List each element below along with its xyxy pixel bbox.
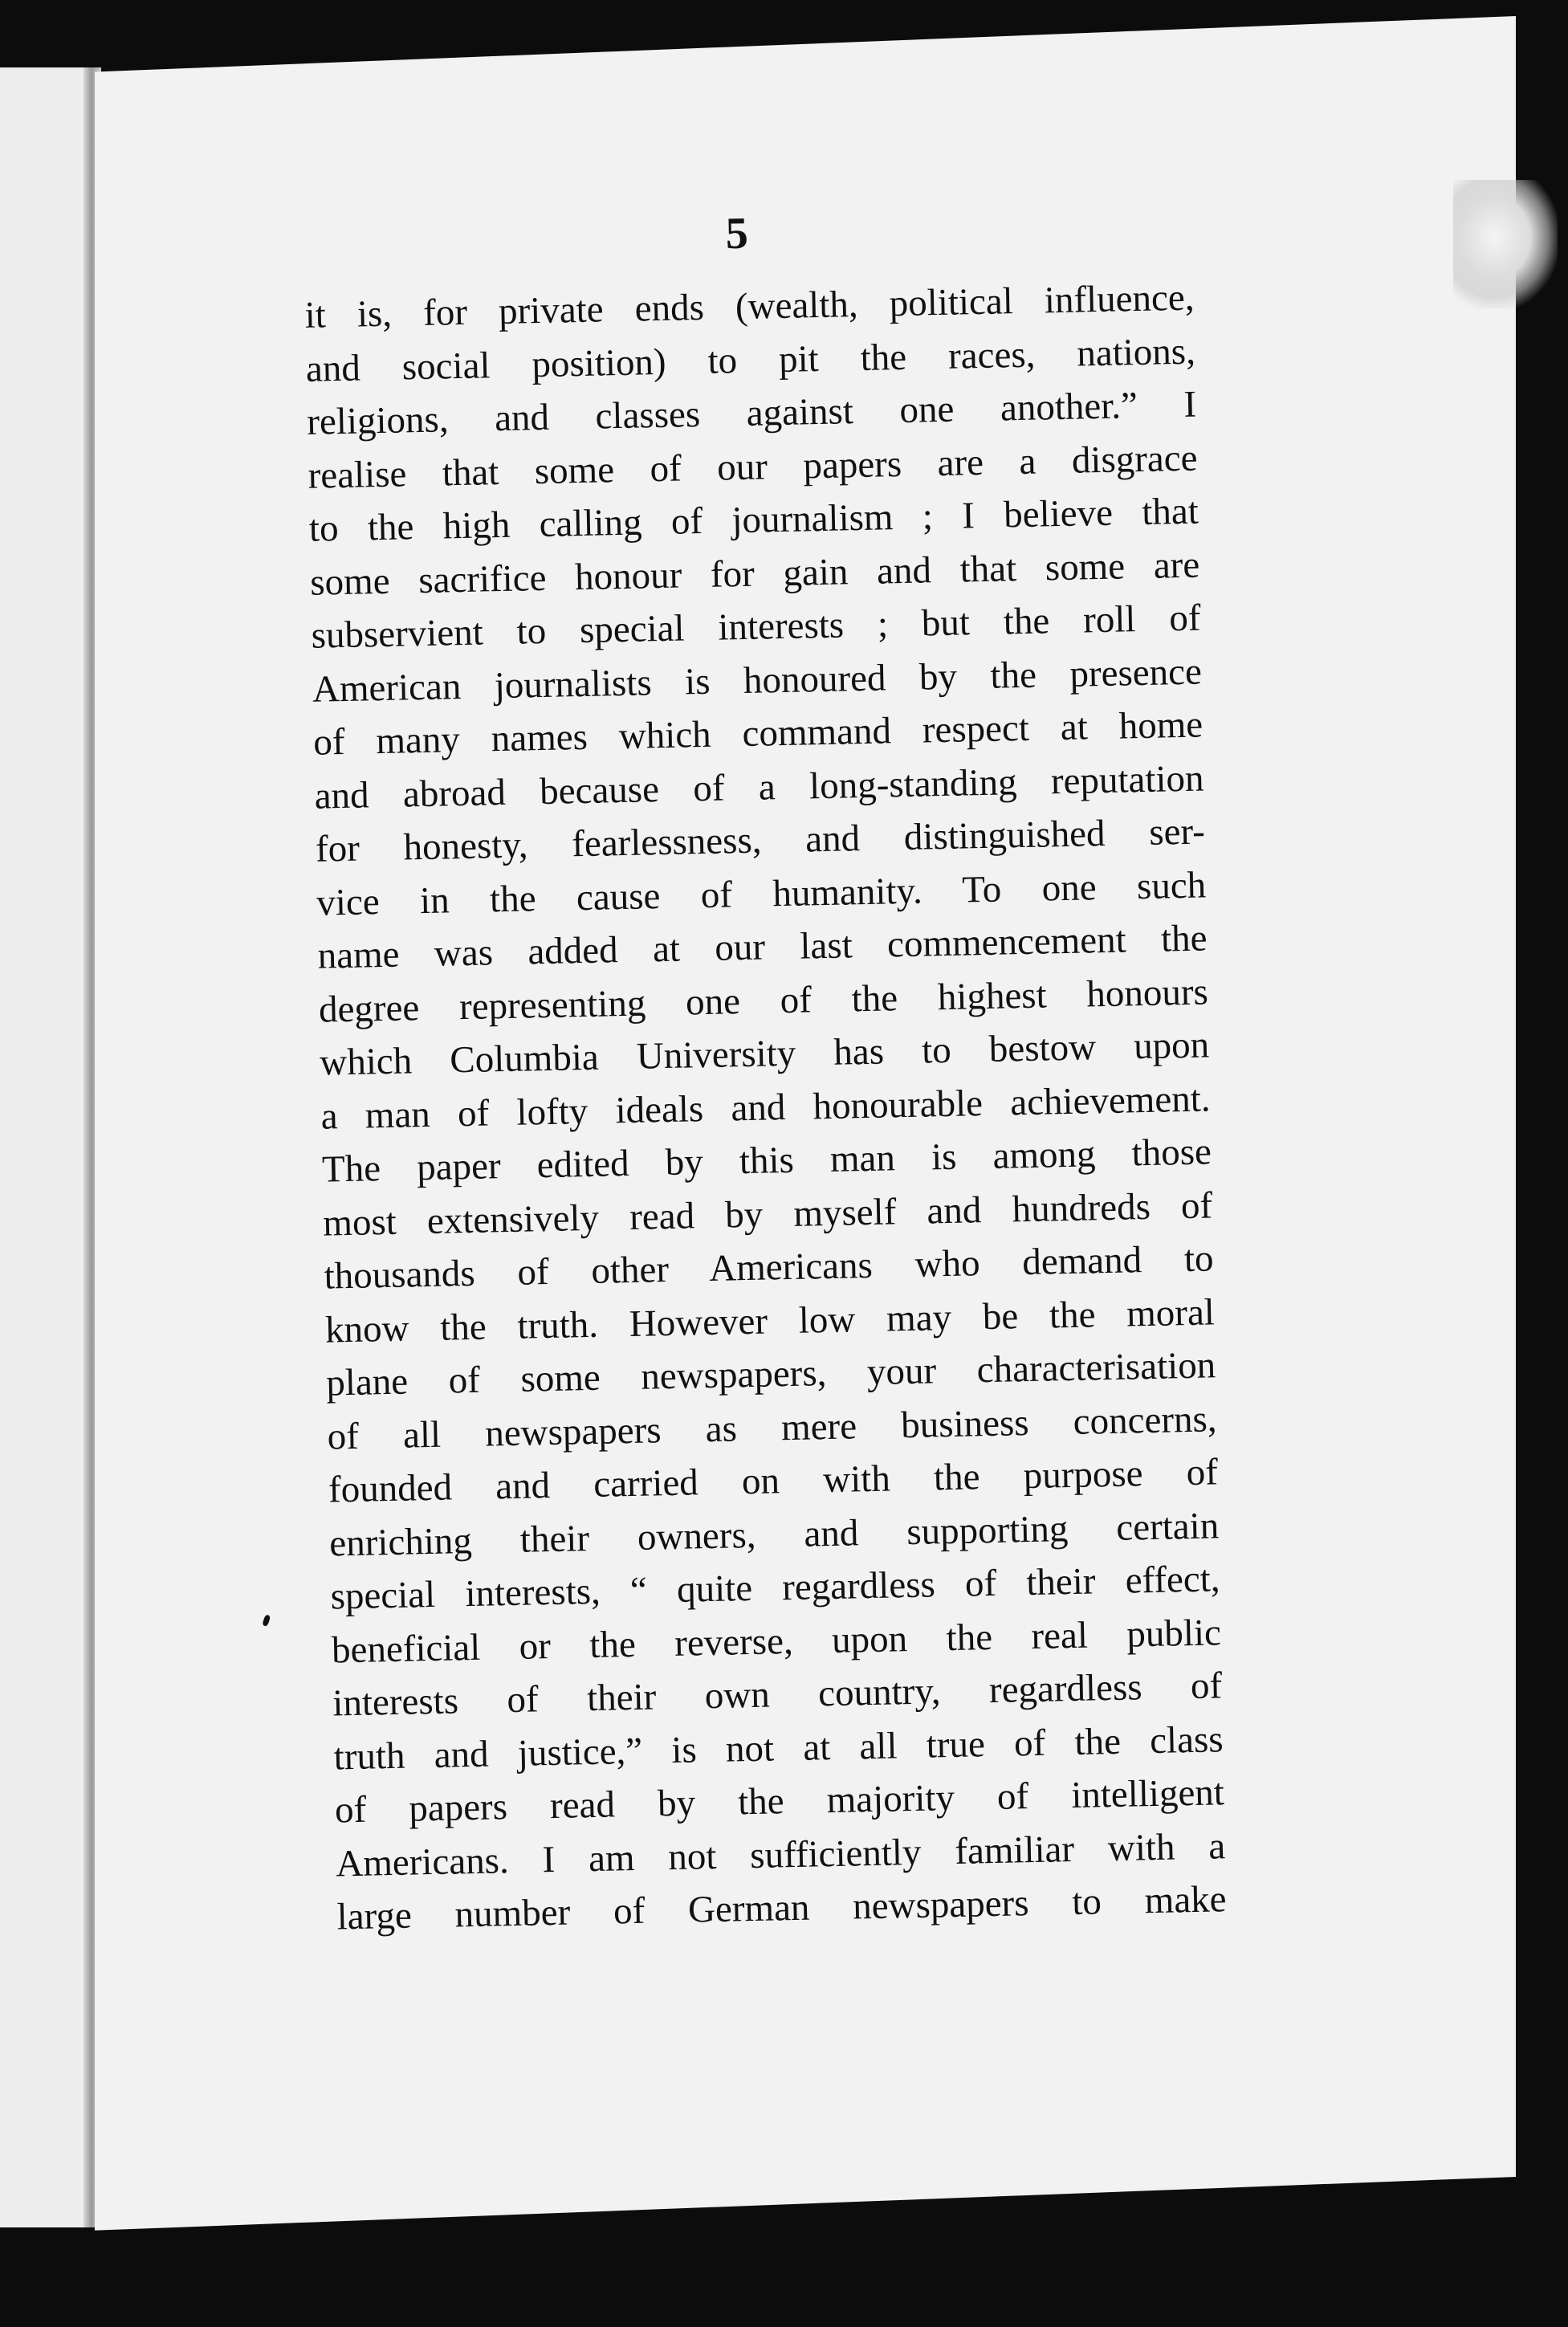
text-line: for honesty, fearlessness, and distinguished ser- xyxy=(315,810,1206,870)
text-line: and social position) to pit the races, nations, xyxy=(305,330,1196,390)
text-line: most extensively read by myself and hundreds of xyxy=(322,1184,1213,1245)
text-line: of all newspapers as mere business concerns, xyxy=(327,1397,1217,1458)
text-line: enriching their owners, and supporting certain xyxy=(328,1504,1220,1565)
text-line: realise that some of our papers are a disgrace xyxy=(307,437,1198,497)
text-line: truth and justice,” is not at all true of the class xyxy=(333,1718,1224,1778)
text-line: Americans. I am not sufficiently familiar with a xyxy=(335,1824,1226,1885)
text-line: some sacrifice honour for gain and that some are xyxy=(309,544,1200,604)
text-line: founded and carried on with the purpose of xyxy=(328,1451,1219,1511)
text-line: of many names which command respect at home xyxy=(312,703,1203,764)
text-line: plane of some newspapers, your characterisation xyxy=(325,1344,1216,1404)
text-line: name was added at our last commencement the xyxy=(317,917,1208,977)
page-number: 5 xyxy=(725,208,749,259)
text-line: know the truth. However low may be the moral xyxy=(324,1290,1216,1351)
text-line: which Columbia University has to bestow upon xyxy=(319,1024,1210,1084)
text-line: vice in the cause of humanity. To one such xyxy=(316,863,1207,924)
text-line: religions, and classes against one another.” I xyxy=(306,383,1197,443)
margin-speck xyxy=(262,1614,271,1627)
body-text xyxy=(304,271,1227,1944)
text-line: a man of lofty ideals and honourable achievement. xyxy=(320,1077,1211,1138)
text-line: subservient to special interests ; but the roll of xyxy=(311,597,1201,657)
text-line: American journalists is honoured by the presence xyxy=(312,650,1203,711)
text-line: it is, for private ends (wealth, political influence, xyxy=(304,276,1195,336)
text-line: to the high calling of journalism ; I believe that xyxy=(308,490,1199,550)
text-line: special interests, “ quite regardless of their effect, xyxy=(330,1558,1220,1618)
text-line: and abroad because of a long-standing reputation xyxy=(314,756,1204,817)
text-line: interests of their own country, regardless of xyxy=(332,1665,1223,1725)
text-line: The paper edited by this man is among those xyxy=(321,1131,1212,1191)
text-line: beneficial or the reverse, upon the real public xyxy=(331,1611,1222,1672)
text-line: degree representing one of the highest honours xyxy=(318,970,1209,1031)
text-line: large number of German newspapers to make xyxy=(336,1878,1228,1938)
text-line: of papers read by the majority of intelligent xyxy=(334,1771,1225,1832)
text-line: thousands of other Americans who demand to xyxy=(324,1237,1214,1298)
